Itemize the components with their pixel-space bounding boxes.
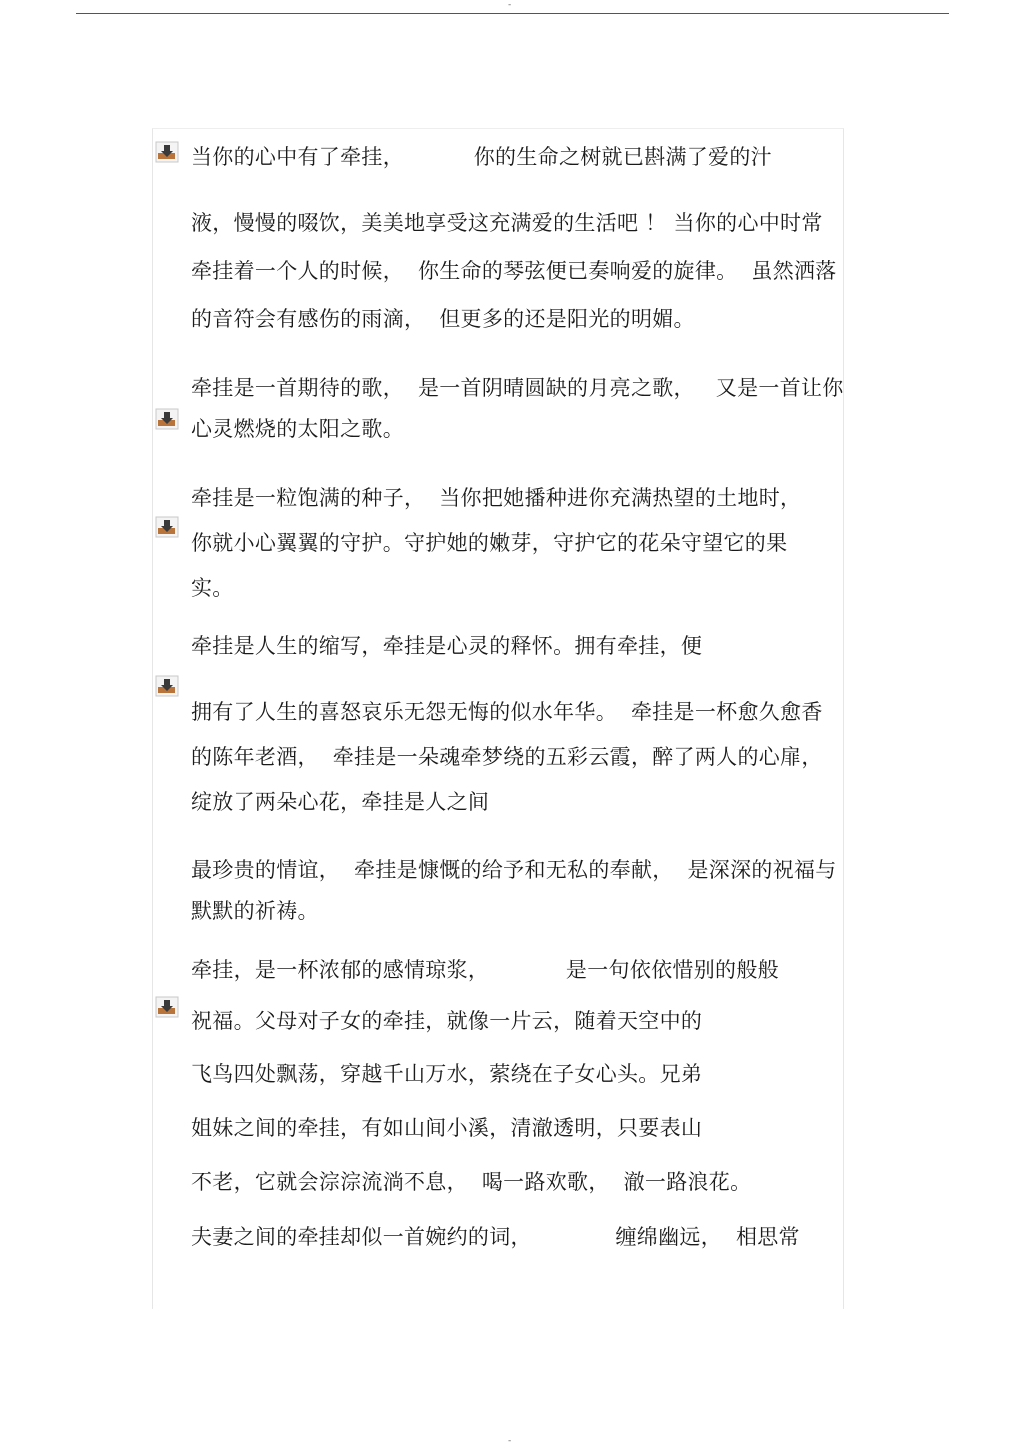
body-line: 拥有了人生的喜怒哀乐无怨无悔的似水年华。 牵挂是一杯愈久愈香	[191, 700, 823, 724]
broken-image-icon	[155, 407, 181, 433]
body-line: 心灵燃烧的太阳之歌。	[191, 417, 404, 441]
body-line: 当你的心中有了牵挂， 你的生命之树就已斟满了爱的汁	[191, 145, 772, 169]
broken-image-icon	[155, 515, 181, 541]
broken-image-icon	[155, 995, 181, 1021]
body-line: 牵挂，是一杯浓郁的感情琼浆， 是一句依依惜别的般般	[191, 958, 779, 982]
footer-mark: -	[508, 1436, 512, 1446]
header-mark: -	[508, 0, 512, 10]
body-line: 牵挂着一个人的时候， 你生命的琴弦便已奏响爱的旋律。 虽然洒落	[191, 259, 837, 283]
body-line: 不老，它就会淙淙流淌不息， 喝一路欢歌， 澈一路浪花。	[191, 1170, 752, 1194]
body-line: 牵挂是一粒饱满的种子， 当你把她播种进你充满热望的土地时，	[191, 486, 802, 510]
broken-image-icon	[155, 140, 181, 166]
body-line: 牵挂是人生的缩写，牵挂是心灵的释怀。拥有牵挂，便	[191, 634, 703, 658]
body-line: 绽放了两朵心花，牵挂是人之间	[191, 790, 490, 814]
body-line: 你就小心翼翼的守护。守护她的嫩芽，守护它的花朵守望它的果	[191, 531, 788, 555]
body-line: 姐妹之间的牵挂，有如山间小溪，清澈透明，只要表山	[191, 1116, 703, 1140]
body-line: 的音符会有感伤的雨滴， 但更多的还是阳光的明媚。	[191, 307, 695, 331]
broken-image-icon	[155, 674, 181, 700]
body-line: 牵挂是一首期待的歌， 是一首阴晴圆缺的月亮之歌， 又是一首让你	[191, 376, 844, 400]
body-line: 默默的祈祷。	[191, 899, 319, 923]
body-line: 液，慢慢的啜饮，美美地享受这充满爱的生活吧 ！ 当你的心中时常	[191, 211, 823, 235]
body-line: 飞鸟四处飘荡，穿越千山万水，萦绕在子女心头。兄弟	[191, 1062, 703, 1086]
body-line: 实。	[191, 576, 234, 600]
body-line: 最珍贵的情谊， 牵挂是慷慨的给予和无私的奉献， 是深深的祝福与	[191, 858, 837, 882]
body-line: 祝福。父母对子女的牵挂，就像一片云，随着天空中的	[191, 1009, 703, 1033]
body-line: 夫妻之间的牵挂却似一首婉约的词， 缠绵幽远， 相思常	[191, 1225, 800, 1249]
header-rule	[76, 13, 949, 14]
body-line: 的陈年老酒， 牵挂是一朵魂牵梦绕的五彩云霞，醉了两人的心扉，	[191, 745, 823, 769]
